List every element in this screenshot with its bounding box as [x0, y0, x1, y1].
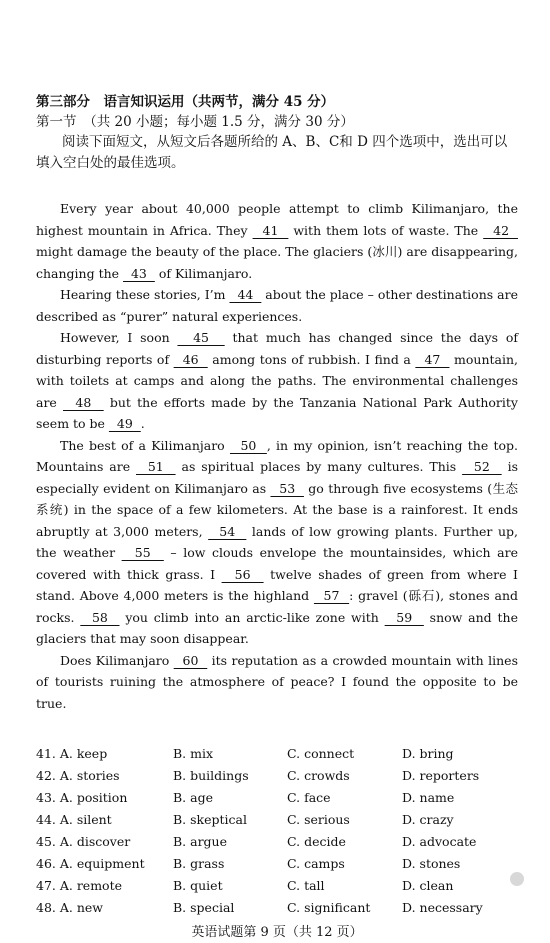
passage	[36, 198, 518, 714]
answer-blank: 48	[63, 394, 104, 410]
option-choice: D. crazy	[402, 812, 454, 827]
option-choice: B. grass	[173, 856, 225, 871]
option-choice: B. quiet	[173, 878, 223, 893]
option-row	[36, 853, 518, 875]
option-choice: D. reporters	[402, 768, 480, 783]
instructions: 阅读下面短文，从短文后各题所给的 A、B、C和 D 四个选项中，选出可以填入空白处的最佳选项。	[36, 134, 508, 171]
option-choice: C. face	[287, 790, 331, 805]
option-choice: 48. A. new	[36, 900, 103, 915]
answer-blank: 60	[173, 652, 208, 668]
option-choice: B. special	[173, 900, 235, 915]
answer-blank: 58	[80, 609, 120, 625]
option-row	[36, 809, 518, 831]
option-choice: D. necessary	[402, 900, 483, 915]
section-subtitle: 第一节 （共 20 小题；每小题 1.5 分，满分 30 分）	[36, 114, 354, 130]
option-choice: 46. A. equipment	[36, 856, 145, 871]
option-row	[36, 787, 518, 809]
page-footer: 英语试题第 9 页（共 12 页）	[191, 925, 363, 940]
passage-paragraph: However, I soon 45 that much has changed since the days of disturbing reports of 46 among tons of rubbish. I find a 47 mountain, with toilets at camps and along the paths. The environmental challenges are 48 but the efforts made by the Tanzania National Park Authority seem to be 49 .	[36, 330, 518, 431]
option-choice: D. stones	[402, 856, 461, 871]
option-choice: 43. A. position	[36, 790, 128, 805]
answer-blank: 53	[270, 480, 304, 496]
option-choice: 44. A. silent	[36, 812, 112, 827]
answer-blank: 50	[229, 437, 267, 453]
option-choice: C. significant	[287, 900, 371, 915]
answer-blank: 44	[229, 287, 262, 302]
answer-blank: 41	[252, 222, 289, 238]
option-row	[36, 765, 518, 787]
option-choice: 42. A. stories	[36, 768, 120, 783]
answer-blank: 42	[483, 222, 518, 238]
answer-blank: 46	[173, 351, 208, 367]
answer-blank: 45	[177, 330, 225, 345]
option-choice: D. advocate	[402, 834, 477, 849]
option-choice: D. clean	[402, 878, 454, 893]
option-choice: C. crowds	[287, 768, 350, 783]
answer-blank: 47	[415, 351, 450, 367]
answer-blank: 52	[462, 459, 502, 474]
option-row	[36, 897, 518, 919]
answer-blank: 43	[123, 265, 155, 281]
answer-blank: 49	[108, 416, 141, 431]
answer-blank: 59	[384, 609, 424, 625]
passage-paragraph: Does Kilimanjaro 60 its reputation as a crowded mountain with lines of tourists ruining the atmosphere of peace? I found the opposite to be true.	[36, 652, 518, 711]
answer-blank: 54	[208, 523, 247, 539]
option-choice: C. camps	[287, 856, 345, 871]
option-choice: D. bring	[402, 746, 454, 761]
option-choice: B. skeptical	[173, 812, 247, 827]
option-choice: C. tall	[287, 878, 325, 893]
answer-options	[36, 743, 518, 919]
option-choice: C. connect	[287, 746, 355, 761]
option-choice: B. mix	[173, 746, 214, 761]
option-choice: 47. A. remote	[36, 878, 122, 893]
watermark	[510, 872, 524, 886]
passage-paragraph: The best of a Kilimanjaro 50 , in my opinion, isn’t reaching the top. Mountains are 51 as spiritual places by many cultures. This 52 is especially evident on Kilimanjaro as 53 go through five ecosystems (生态系统) in the space of a few kilometers. At the base is a rainforest. It ends abruptly at 3,000 meters, 54 lands of low growing plants. Further up, the weather 55 – low clouds envelope the mountainsides, which are covered with thick grass. I 56 twelve shades of green from where I stand. Above 4,000 meters is the highland 57 : gravel (砾石), stones and rocks. 58 you climb into an arctic-like zone with 59 snow and the glaciers that may soon disappear.	[36, 437, 518, 646]
option-row	[36, 743, 518, 765]
option-choice: B. argue	[173, 834, 228, 849]
option-choice: B. age	[173, 790, 213, 805]
option-choice: 41. A. keep	[36, 746, 108, 761]
option-choice: D. name	[402, 790, 455, 805]
option-row	[36, 831, 518, 853]
option-choice: B. buildings	[173, 768, 249, 783]
answer-blank: 51	[136, 459, 176, 474]
option-choice: C. serious	[287, 812, 350, 827]
answer-blank: 57	[313, 588, 350, 603]
option-choice: C. decide	[287, 834, 346, 849]
answer-blank: 55	[121, 545, 164, 560]
option-choice: 45. A. discover	[36, 834, 131, 849]
section-title: 第三部分 语言知识运用（共两节，满分 45 分）	[36, 94, 335, 110]
passage-paragraph: Every year about 40,000 people attempt to climb Kilimanjaro, the highest mountain in Africa. They 41 with them lots of waste. The 42 might damage the beauty of the place. The glaciers (冰川) are disappearing, changing the 43 of Kilimanjaro.	[36, 201, 518, 281]
passage-paragraph: Hearing these stories, I’m 44 about the place – other destinations are described as “purer” natural experiences.	[36, 287, 518, 324]
watermark-icon	[510, 872, 524, 886]
answer-blank: 56	[221, 566, 264, 582]
exam-content	[0, 92, 550, 943]
